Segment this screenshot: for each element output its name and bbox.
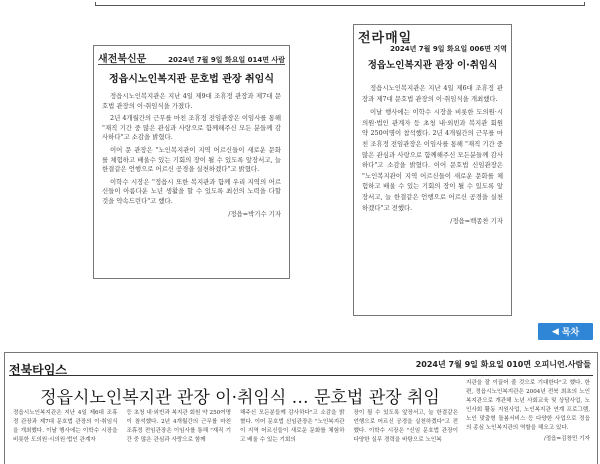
- reporter-signature: /정읍=백종찬 기자: [450, 217, 503, 226]
- arrow-left-icon: ◀: [551, 326, 559, 337]
- dateline: 2024년 7월 9일 화요일 010면 오피니언.사람들: [415, 360, 591, 369]
- column: 지관을 잘 이끌어 줄 것으로 기대한다"고 했다. 한편, 정읍시노인복지관은 2004년 전북 최초의 노인복지관으로 개관해 노년 사회교육 및 상담사업, 노인사회 활동 지원사업, 노인복지관 연계 프로그램, 노인 맞춤형 돌봄서비스 등 다양한 사업으로 정읍의 종심 노인복지관의 역할을 해오고 있다.: [466, 380, 590, 431]
- masthead-logo: 전라매일: [358, 31, 413, 46]
- masthead-rule: [98, 64, 285, 65]
- reporter-signature: /정읍=박기수 기자: [228, 209, 281, 218]
- toc-button[interactable]: [538, 323, 593, 340]
- reporter-signature: /정읍=김창민 기자: [543, 436, 590, 442]
- clipping-jeonbuktimes: [4, 352, 598, 464]
- headline: 정읍노인복지관 관장 이·취임식: [367, 60, 498, 71]
- paragraph: 정읍시노인복지관은 지난 4일 제9대 조휴정 관장과 제7대 문호법 관장의 이·취임식을 가졌다.: [102, 92, 281, 110]
- clipping-saejeonbuk: [93, 45, 290, 279]
- paragraph: 이학수 시장은 "정읍시 또한 복지관과 함께 우리 지역의 어르신들이 아름다운 노년 생활을 할 수 있도록 최선의 노력을 다할 것을 약속드린다"고 했다.: [102, 177, 281, 205]
- paragraph: 이어 문 관장은 "노인복지관이 지역 어르신들이 새로운 문화를 체험하고 배울수 있는 기회의 장이 될 수 있도록 앞장서고, 늘 한결같은 언행으로 어르신 공경을 실천하겠다"고 밝혔다.: [102, 145, 281, 174]
- masthead-rule: [9, 375, 593, 376]
- clipping-jeollamaeil: [353, 24, 512, 316]
- article-body: [102, 92, 281, 219]
- column: 정읍시노인복지관은 지난 4일 제6대 조휴정 관장과 제7대 문호법 관장의 이·취임식을 개최했다. 이날 행사에는 이학수 시장을 비롯한 도의원·시의원·법인 관계자: [13, 410, 118, 443]
- article-body-right: [466, 379, 590, 444]
- paragraph: 이날 행사에는 이학수 시장을 비롯한 도의원·시의원·법인 관계자 등 초청 내·외빈과 복지관 회원 약 250여명이 참석했다. 2년 4개월간의 근무를 마친 조휴정 전임관장은 이임사를 통해 "재직 기간 중 많은 관심과 사랑으로 함께해주신 모든분들께 감사하다"고 소감을 밝혔다. 이어 문호법 신임관장은 "노인복지관이 지역 어르신들이 새로운 문화를 체험하고 배울 수 있는 기회의 장이 될 수 있도록 앞장서고, 늘 한결같은 언행으로 어르신 공경을 실천하겠다"고 전했다.: [362, 108, 503, 212]
- headline: 정읍시노인복지관 관장 이·취임식 … 문호법 관장 취임: [40, 388, 440, 408]
- toc-button-label: 목차: [561, 328, 580, 338]
- article-body: [13, 409, 458, 445]
- column: 해주신 모든분들께 감사하다"고 소감을 밝혔다. 이어 문호법 신임관장은 "노인복지관이 지역 어르신들이 새로운 문화를 체험하고 배울 수 있는 기회의: [240, 410, 345, 443]
- masthead-logo: 전북타임스: [9, 363, 67, 377]
- dateline: 2024년 7월 9일 화요일 006면 지역: [390, 45, 507, 53]
- column: 장이 될 수 있도록 앞장서고, 늘 한결같은 언행으로 어르신 공경을 실천하겠다"고 전했다. 이학수 시장은 "신임 문호법 관장이 다양한 실무 경력을 바탕으로 노인복: [353, 410, 458, 443]
- article-body: [362, 83, 503, 227]
- previous-clipping-edge: [95, 2, 585, 6]
- headline: 정읍시노인복지관 문호법 관장 취임식: [108, 74, 274, 85]
- masthead-logo: 새전북신문: [98, 54, 147, 65]
- paragraph: 2년 4개월간의 근무를 마친 조휴정 전임관장은 이임사를 통해 "재직 기간 중 많은 관심과 사랑으로 함께해주신 모든 분들께 감사하다"고 소감을 밝혔다.: [102, 114, 281, 142]
- column: 등 초청 내·외빈과 복지관 회원 약 250여명이 참석했다. 2년 4개월간의 근무를 마친 조휴정 전임관장은 이임사를 통해 "재직 기간 중 많은 관심과 사랑으로 함께: [126, 410, 231, 443]
- dateline: 2024년 7월 9일 화요일 014면 사람: [168, 56, 285, 64]
- paragraph: 정읍시노인복지관은 지난 4일 제6대 조휴정 관장과 제7대 문호법 관장의 이·취임식을 개최했다.: [362, 84, 503, 103]
